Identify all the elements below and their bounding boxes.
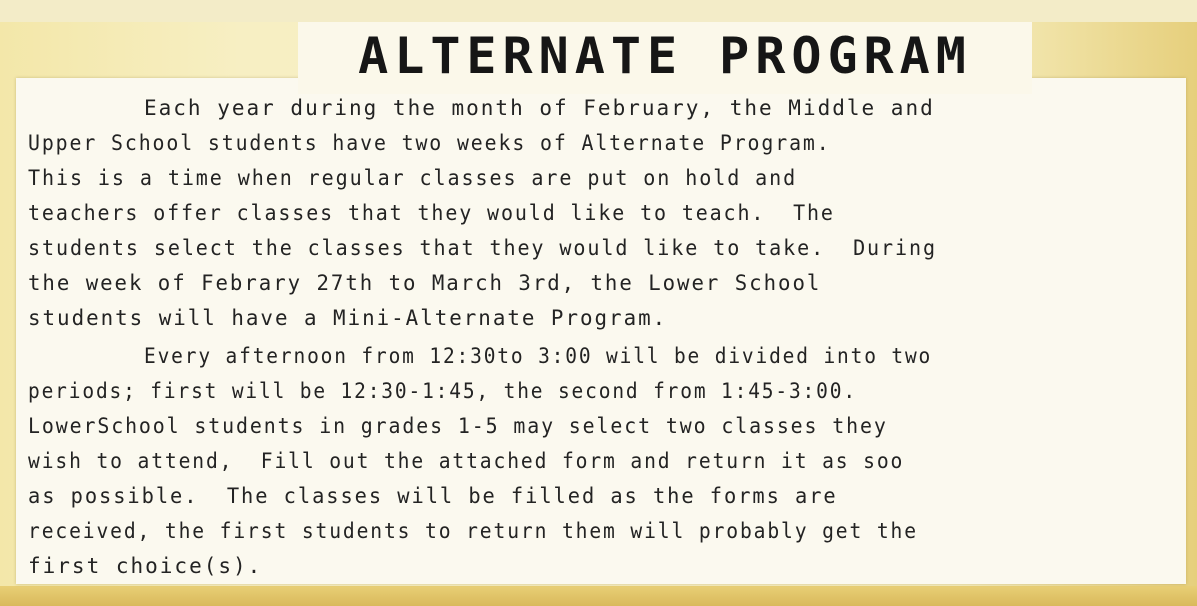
text-sheet — [16, 78, 1186, 584]
body-line-7: students will have a Mini-Alternate Program. — [28, 306, 668, 330]
body-line-9: periods; first will be 12:30-1:45, the second from 1:45-3:00. — [28, 379, 857, 403]
body-line-14: first choice(s). — [28, 554, 263, 578]
body-line-12: as possible. The classes will be filled as the forms are — [28, 484, 838, 508]
body-line-6: the week of Febrary 27th to March 3rd, the Lower School — [28, 271, 822, 295]
body-line-3: This is a time when regular classes are put on hold and — [28, 166, 798, 190]
body-line-5: students select the classes that they would like to take. During — [28, 236, 937, 260]
bottom-margin-strip — [0, 586, 1197, 606]
body-line-2: Upper School students have two weeks of Alternate Program. — [28, 131, 831, 155]
body-line-13: received, the first students to return them will probably get the — [28, 519, 918, 543]
body-line-11: wish to attend, Fill out the attached form and return it as soo — [28, 449, 905, 473]
page-title: ALTERNATE PROGRAM — [358, 27, 972, 85]
top-margin-strip — [0, 0, 1197, 22]
body-line-10: LowerSchool students in grades 1-5 may select two classes they — [28, 414, 888, 438]
body-line-8: Every afternoon from 12:30to 3:00 will be divided into two — [144, 344, 933, 368]
body-line-4: teachers offer classes that they would like to teach. The — [28, 201, 835, 225]
body-line-1: Each year during the month of February, the Middle and — [144, 96, 935, 120]
